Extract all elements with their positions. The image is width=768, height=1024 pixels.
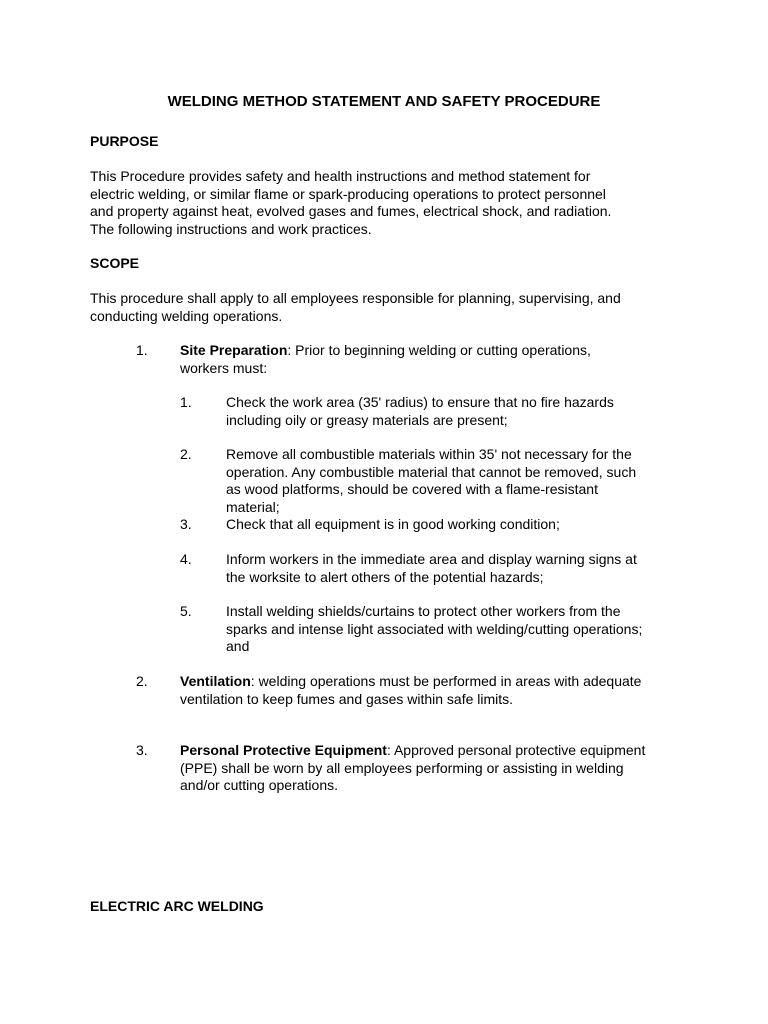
list-item [180, 342, 700, 377]
sublist-item-text: Remove all combustible materials within 35' not necessary for the operation. Any combustible material that cannot be removed, such as wood platforms, should be covered with a flame-resistant material; [226, 446, 637, 515]
list-item-number: 1. [136, 342, 148, 358]
list-item-text: : welding operations must be performed in areas with adequate ventilation to keep fumes and gases within safe limits. [180, 673, 642, 707]
list-item-number: 3. [136, 742, 148, 758]
purpose-paragraph: This Procedure provides safety and health instructions and method statement for electric welding, or similar flame or spark-producing operations to protect personnel and property against heat, evolved gases and fumes, electrical shock, and radiation. The following instructions and work practices. [90, 168, 612, 237]
sublist-item-text: Check that all equipment is in good working condition; [226, 516, 560, 532]
sublist-item-number: 4. [180, 551, 192, 567]
list-item-number: 2. [136, 673, 148, 689]
purpose-heading: PURPOSE [90, 133, 159, 149]
list-item [180, 742, 700, 795]
scope-paragraph: This procedure shall apply to all employees responsible for planning, supervising, and conducting welding operations. [90, 290, 621, 324]
sublist-item-number: 2. [180, 446, 192, 462]
list-item-title: Site Preparation [180, 342, 288, 358]
sublist-item-text: Check the work area (35' radius) to ensure that no fire hazards including oily or greasy materials are present; [226, 394, 614, 428]
document-title: WELDING METHOD STATEMENT AND SAFETY PROCEDURE [167, 93, 601, 110]
sublist-item-text: Install welding shields/curtains to protect other workers from the sparks and intense light associated with welding/cutting operations; and [226, 603, 643, 654]
sublist-item-number: 3. [180, 516, 192, 532]
electric-arc-heading: ELECTRIC ARC WELDING [90, 898, 264, 914]
list-item-title: Ventilation [180, 673, 251, 689]
sublist-item-number: 1. [180, 394, 192, 410]
list-item-title: Personal Protective Equipment [180, 742, 387, 758]
list-item-text: : Prior to beginning welding or cutting operations, workers must: [180, 342, 591, 376]
scope-heading: SCOPE [90, 255, 140, 271]
list-item [180, 673, 700, 708]
sublist-item-text: Inform workers in the immediate area and display warning signs at the worksite to alert others of the potential hazards; [226, 551, 637, 585]
list-item-text: : Approved personal protective equipment (PPE) shall be worn by all employees performing or assisting in welding and/or cutting operations. [180, 742, 646, 793]
sublist-item-number: 5. [180, 603, 192, 619]
